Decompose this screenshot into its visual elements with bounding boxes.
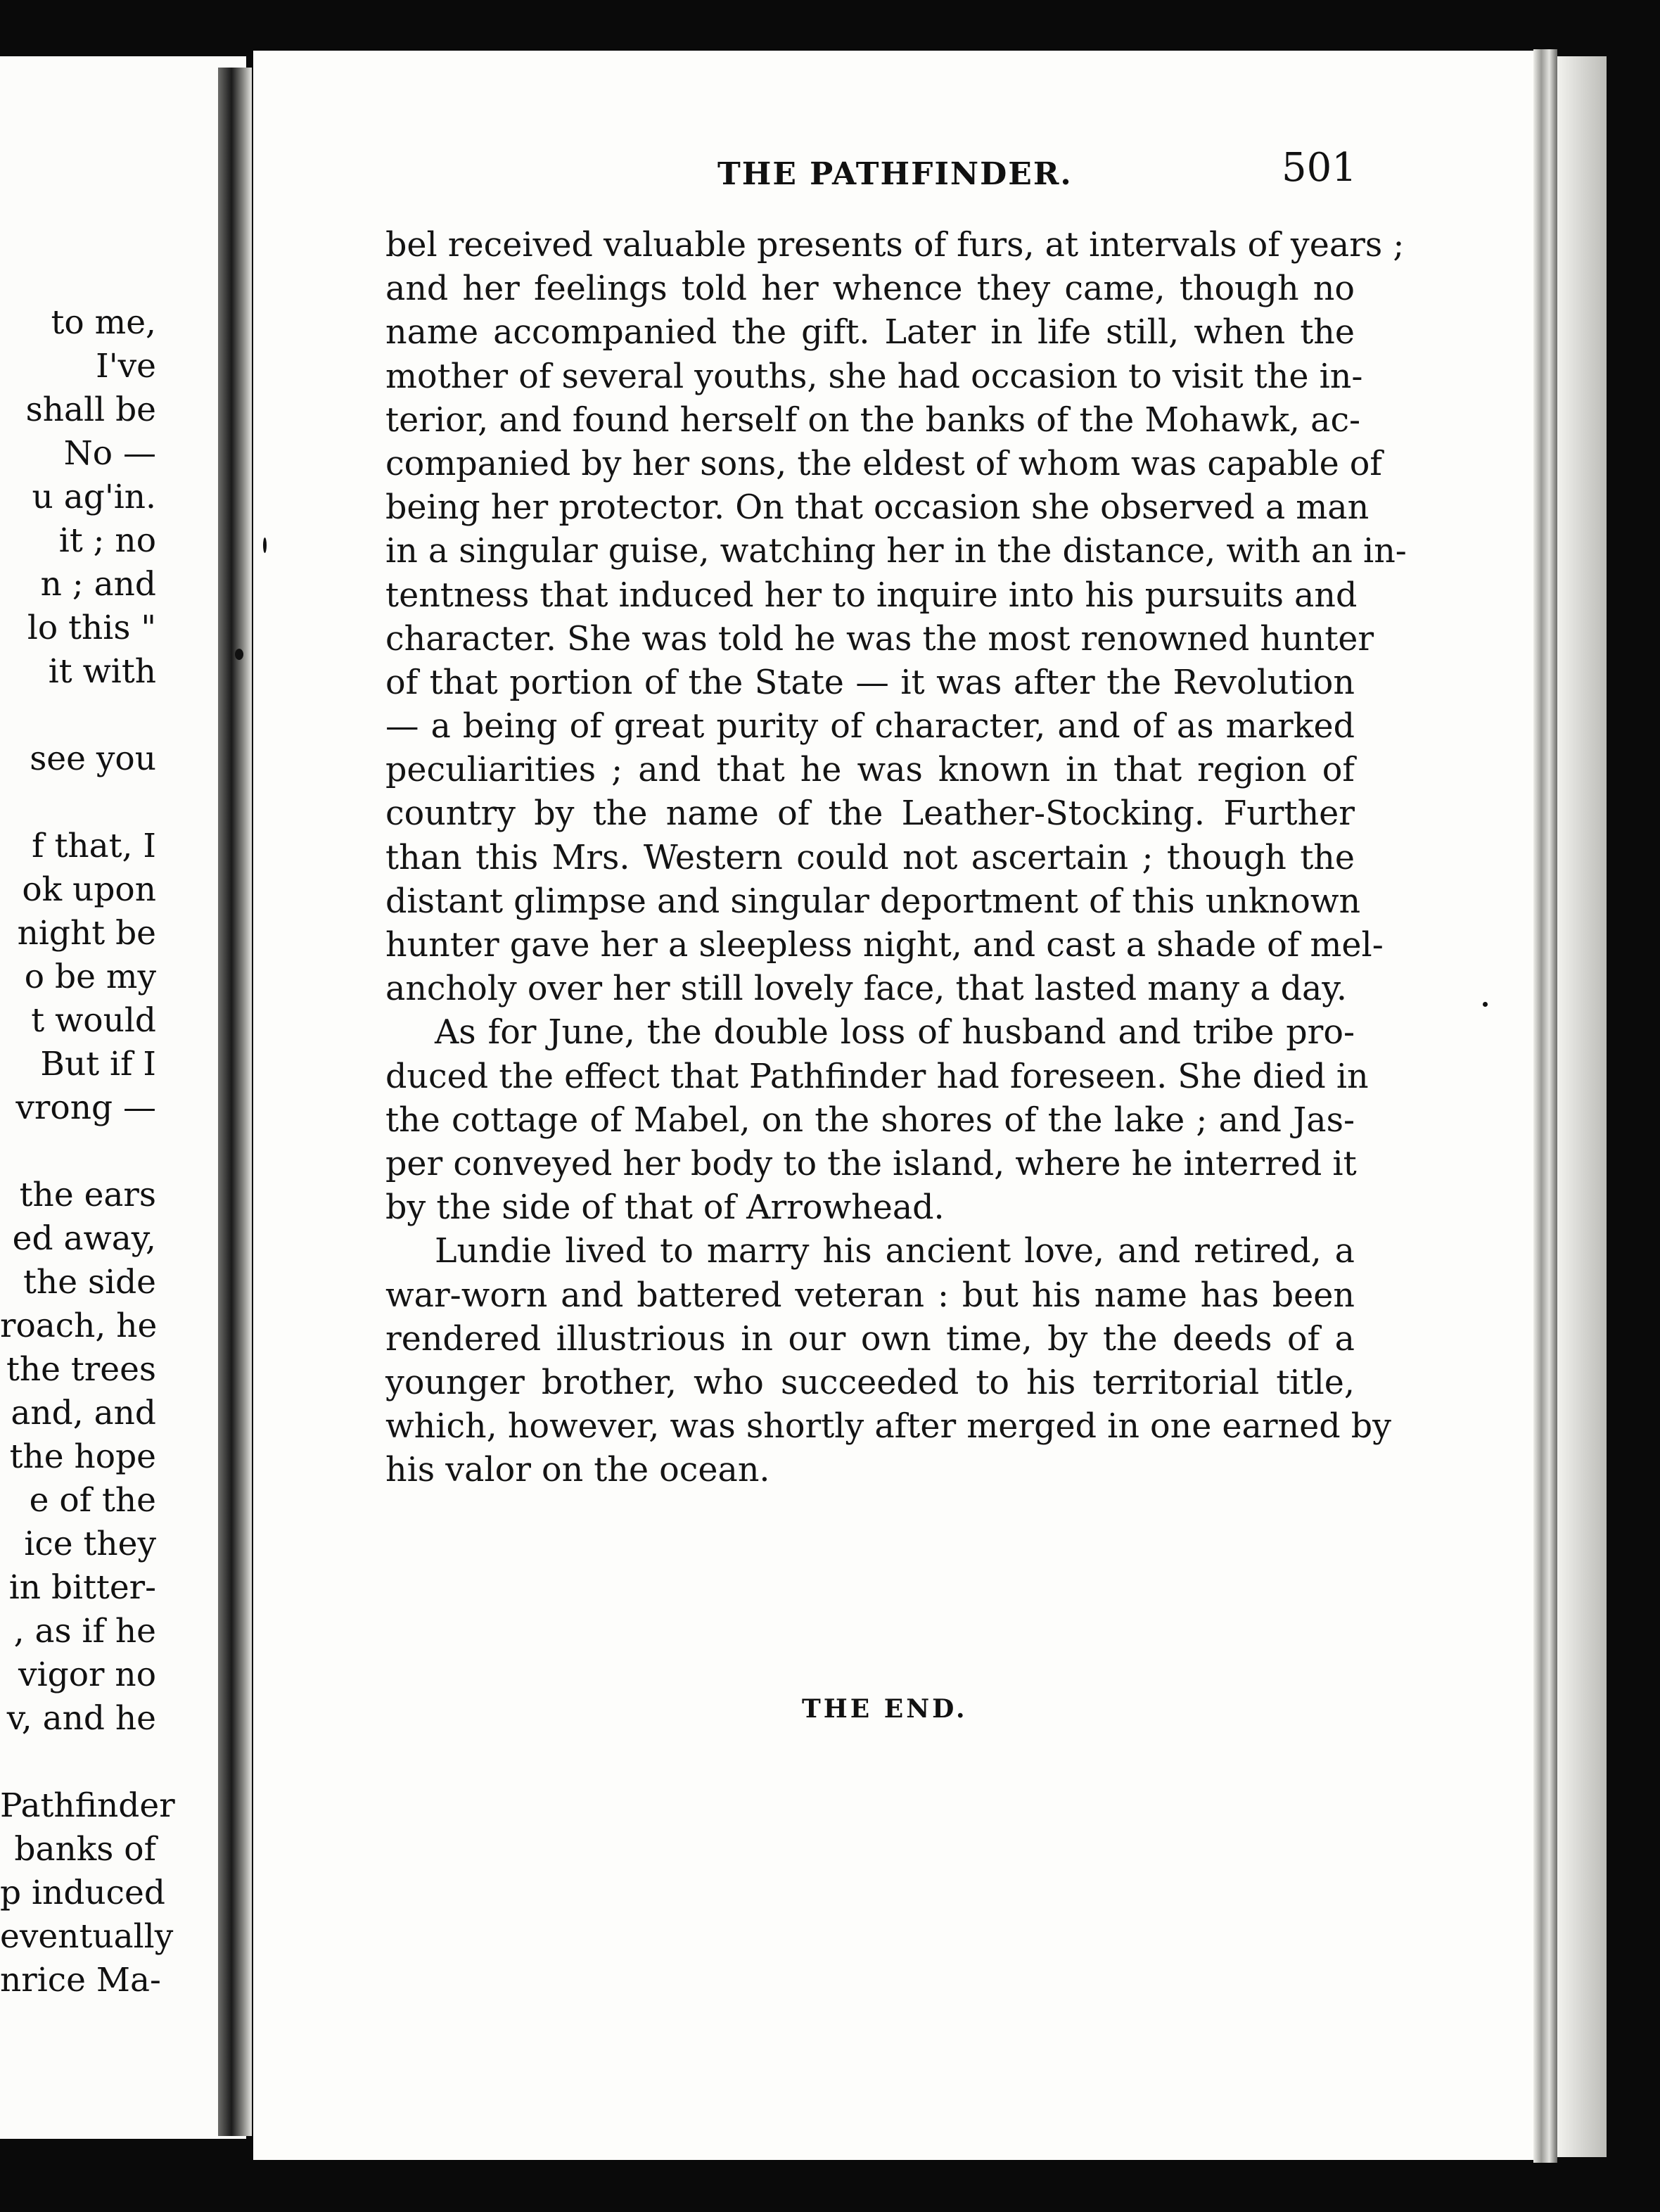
text-line: tentness that induced her to inquire into his pursuits and bbox=[385, 576, 1358, 615]
left-text-line: ok upon bbox=[22, 870, 156, 909]
text-line: character. She was told he was the most renowned hunter bbox=[385, 619, 1374, 659]
left-text-line: ice they bbox=[24, 1525, 156, 1563]
left-text-line: v, and he bbox=[6, 1699, 156, 1738]
text-line: the cottage of Mabel, on the shores of the lake ; and Jas- bbox=[385, 1100, 1355, 1140]
text-line: country by the name of the Leather-Stocking. Further bbox=[385, 794, 1355, 834]
left-text-line: roach, he bbox=[0, 1307, 158, 1345]
text-line: by the side of that of Arrowhead. bbox=[385, 1188, 945, 1228]
left-facing-page bbox=[0, 56, 246, 2139]
ink-speck bbox=[263, 538, 267, 553]
left-text-line bbox=[0, 694, 156, 737]
left-text-line: But if I bbox=[40, 1045, 156, 1083]
left-text-line: it ; no bbox=[58, 521, 156, 560]
left-text-line: n ; and bbox=[40, 565, 156, 604]
left-text-line: the ears bbox=[19, 1176, 156, 1214]
left-text-line: night be bbox=[17, 914, 156, 953]
text-line: companied by her sons, the eldest of whom was capable of bbox=[385, 444, 1382, 483]
text-line: As for June, the double loss of husband and tribe pro- bbox=[435, 1013, 1355, 1053]
body-text bbox=[385, 224, 1407, 1492]
page-edge-shadow bbox=[1533, 49, 1557, 2163]
left-text-line: to me, bbox=[51, 303, 156, 342]
text-line: than this Mrs. Western could not ascertain ; though the bbox=[385, 838, 1355, 877]
left-text-line: t would bbox=[31, 1001, 156, 1040]
left-text-line: banks of bbox=[14, 1830, 156, 1869]
text-line: mother of several youths, she had occasion to visit the in- bbox=[385, 357, 1363, 396]
page-stack-edge bbox=[1557, 56, 1607, 2157]
text-line: distant glimpse and singular deportment of this unknown bbox=[385, 882, 1361, 921]
text-line: — a being of great purity of character, and of as marked bbox=[385, 707, 1355, 746]
left-text-line: the side bbox=[23, 1263, 156, 1302]
text-line: terior, and found herself on the banks of the Mohawk, ac- bbox=[385, 400, 1361, 440]
text-line: being her protector. On that occasion she observed a man bbox=[385, 488, 1370, 528]
left-text-line: Pathfinder bbox=[0, 1786, 175, 1825]
left-text-line: vigor no bbox=[18, 1655, 156, 1694]
text-line: bel received valuable presents of furs, at intervals of years ; bbox=[385, 226, 1405, 265]
running-head: THE PATHFINDER. bbox=[717, 156, 1073, 192]
left-text-line: and, and bbox=[11, 1394, 156, 1432]
left-text-line: f that, I bbox=[32, 827, 156, 865]
left-text-line: see you bbox=[30, 739, 156, 778]
text-line: rendered illustrious in our own time, by the deeds of a bbox=[385, 1319, 1355, 1359]
text-line: his valor on the ocean. bbox=[385, 1451, 770, 1490]
text-line: ancholy over her still lovely face, that lasted many a day. bbox=[385, 970, 1347, 1009]
left-text-line bbox=[0, 1130, 156, 1174]
left-text-line: it with bbox=[48, 652, 156, 691]
left-text-line: in bitter- bbox=[8, 1568, 156, 1607]
text-line: younger brother, who succeeded to his territorial title, bbox=[385, 1363, 1355, 1402]
left-text-line: I've bbox=[96, 347, 156, 386]
text-line: and her feelings told her whence they came, though no bbox=[385, 269, 1355, 309]
left-text-line: eventually bbox=[0, 1917, 174, 1956]
left-text-line: shall be bbox=[25, 390, 156, 429]
text-line: per conveyed her body to the island, where he interred it bbox=[385, 1144, 1357, 1183]
left-text-line: nrice Ma- bbox=[0, 1961, 161, 2000]
page-number: 501 bbox=[1282, 145, 1357, 191]
left-text-line: u ag'in. bbox=[32, 478, 156, 516]
left-text-line bbox=[0, 1741, 156, 1784]
text-line: hunter gave her a sleepless night, and cast a shade of mel- bbox=[385, 926, 1384, 965]
text-line: peculiarities ; and that he was known in that region of bbox=[385, 751, 1355, 790]
left-text-line: vrong — bbox=[15, 1088, 156, 1127]
ink-speck bbox=[1483, 1002, 1488, 1007]
text-line: name accompanied the gift. Later in life still, when the bbox=[385, 313, 1355, 352]
the-end-label: THE END. bbox=[802, 1694, 968, 1724]
left-text-line: the trees bbox=[6, 1350, 156, 1389]
ink-speck bbox=[235, 649, 243, 660]
left-text-line: , as if he bbox=[13, 1612, 156, 1651]
left-text-line: lo this " bbox=[27, 609, 156, 647]
left-text-line: ed away, bbox=[12, 1219, 156, 1258]
left-text-line: the hope bbox=[9, 1437, 156, 1476]
left-text-line: e of the bbox=[29, 1481, 156, 1520]
left-text-line: p induced bbox=[0, 1874, 165, 1912]
text-line: Lundie lived to marry his ancient love, and retired, a bbox=[435, 1232, 1355, 1271]
book-spine-shadow bbox=[218, 68, 252, 2136]
left-text-line bbox=[0, 781, 156, 825]
left-text-line: o be my bbox=[24, 958, 156, 996]
text-line: which, however, was shortly after merged in one earned by bbox=[385, 1407, 1392, 1447]
left-text-line: No — bbox=[63, 434, 156, 473]
text-line: of that portion of the State — it was after the Revolution bbox=[385, 663, 1355, 702]
left-page-text bbox=[0, 301, 175, 2002]
text-line: war-worn and battered veteran : but his name has been bbox=[385, 1276, 1355, 1315]
text-line: duced the effect that Pathfinder had foreseen. She died in bbox=[385, 1057, 1369, 1096]
text-line: in a singular guise, watching her in the distance, with an in- bbox=[385, 532, 1407, 571]
